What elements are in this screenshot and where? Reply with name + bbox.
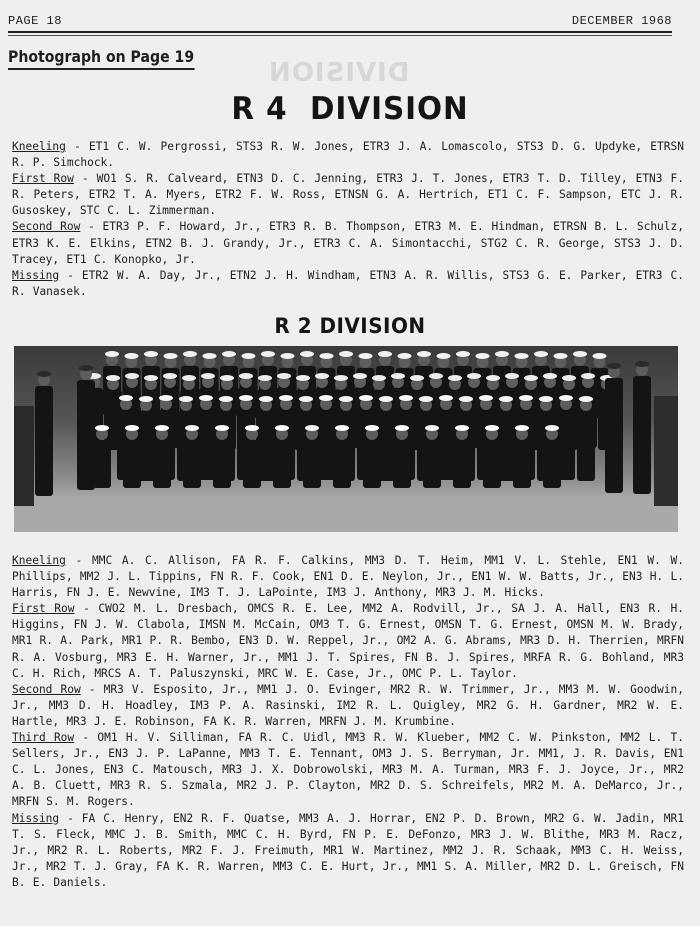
sailor-cap — [305, 425, 319, 431]
sailor-cap — [559, 395, 573, 401]
sailor-cap — [219, 396, 233, 402]
sailor-cap — [395, 425, 409, 431]
sailor-cap — [242, 353, 256, 359]
sailor-cap — [399, 395, 413, 401]
r2-row-first — [12, 601, 684, 681]
sailor-figure — [213, 440, 231, 488]
sailor-figure — [303, 440, 321, 488]
sailor-cap — [203, 353, 217, 359]
row-label: First Row — [12, 172, 74, 186]
sailor-cap — [486, 375, 500, 381]
sailor-cap — [163, 373, 177, 379]
page-number: PAGE 18 — [8, 14, 62, 28]
sailor-cap — [353, 373, 367, 379]
sailor-cap — [299, 396, 313, 402]
row-names: - WO1 S. R. Calveard, ETN3 D. C. Jenning, ETR3 J. T. Jones, ETR3 T. D. Tilley, ETN3 F. R. Peters, ETR2 T. A. Myers, ETR2 F. W. Ross, ETNSN G. A. Hertrich, ET1 C. F. Sampson, ETC J. R. Gusoskey, STC C. L. Zimmerman. — [12, 172, 684, 218]
sailor-cap — [505, 373, 519, 379]
sailor-cap — [281, 353, 295, 359]
sailor-cap — [79, 365, 93, 371]
row-label: Kneeling — [12, 140, 66, 153]
sailor-cap — [410, 375, 424, 381]
sailor-cap — [335, 425, 349, 431]
sailor-figure — [93, 440, 111, 488]
sailor-figure — [123, 440, 141, 488]
sailor-cap — [215, 425, 229, 431]
sailor-cap — [372, 375, 386, 381]
sailor-cap — [439, 395, 453, 401]
sailor-cap — [476, 353, 490, 359]
sailor-cap — [398, 353, 412, 359]
row-names: - CWO2 M. L. Dresbach, OMCS R. E. Lee, MM2 A. Rodvill, Jr., SA J. A. Hall, EN3 R. H. Higgins, FN J. W. Clabola, IMSN M. McCain, OM3 T. G. Ernest, OMSN T. G. Ernest, OMSN M. W. Brady, MR1 R. A. Park, MR1 P. R. Bembo, EN3 D. W. Reppel, Jr., OM2 A. G. Abrams, MR3 D. H. Therrien, MRFN R. A. Vosburg, MR3 E. H. Warner, Jr., MM1 J. T. Spires, FN B. J. Spires, MRFA R. G. Bohland, MR3 C. H. Rich, MRCS A. T. Paluszynski, MRC W. E. Case, Jr., OMC P. L. Taylor. — [12, 602, 685, 680]
sailor-cap — [365, 425, 379, 431]
issue-date: DECEMBER 1968 — [571, 14, 672, 28]
sailor-figure — [393, 440, 411, 488]
sailor-cap — [607, 363, 621, 369]
sailor-cap — [155, 425, 169, 431]
sailor-cap — [334, 375, 348, 381]
row-names: - ET1 C. W. Pergrossi, STS3 R. W. Jones, ETR3 J. A. Lomascolo, STS3 D. G. Updyke, ETRSN R. P. Simchock. — [12, 140, 684, 170]
sailor-cap — [467, 373, 481, 379]
group-photo-illustration — [14, 346, 678, 532]
sailor-cap — [201, 373, 215, 379]
row-names: - ETR2 W. A. Day, Jr., ETN2 J. H. Windham, ETN3 A. R. Willis, STS3 G. E. Parker, ETR3 C. R. Vanasek. — [12, 268, 684, 298]
sailor-cap — [277, 373, 291, 379]
sailor-cap — [379, 396, 393, 402]
sailor-cap — [479, 395, 493, 401]
row-names: - MR3 V. Esposito, Jr., MM1 J. O. Evinger, MR2 R. W. Trimmer, Jr., MM3 M. W. Goodwin, Jr., MM3 D. H. Hoadley, IM3 P. A. Rasinski, IM2 R. L. Quigley, MR2 G. H. Gardner, MR2 W. E. Hartle, MR3 J. E. Robinson, FA K. R. Warren, MRFN J. M. Krumbine. — [12, 682, 685, 728]
sailor-cap — [144, 375, 158, 381]
page-header — [8, 14, 672, 28]
photo-reference-note: Photograph on Page 19 — [8, 47, 194, 70]
sailor-figure — [333, 440, 351, 488]
show-through-text: DIVISION — [268, 58, 410, 88]
sailor-cap — [37, 371, 51, 377]
sailor-cap — [300, 351, 314, 357]
r4-row-second — [12, 219, 684, 267]
sailor-figure — [363, 440, 381, 488]
sailor-figure — [35, 386, 53, 496]
sailor-cap — [545, 425, 559, 431]
row-label: Kneeling — [12, 554, 66, 567]
sailor-cap — [378, 351, 392, 357]
sailor-cap — [391, 373, 405, 379]
sailor-cap — [275, 425, 289, 431]
sailor-cap — [279, 395, 293, 401]
sailor-cap — [359, 395, 373, 401]
sailor-figure — [483, 440, 501, 488]
sailor-cap — [539, 396, 553, 402]
sailor-cap — [125, 373, 139, 379]
deck — [14, 496, 678, 532]
sailor-figure — [577, 411, 595, 481]
sailor-cap — [339, 351, 353, 357]
sailor-cap — [437, 353, 451, 359]
sailor-cap — [239, 395, 253, 401]
sailor-cap — [519, 395, 533, 401]
sailor-cap — [139, 396, 153, 402]
sailor-cap — [534, 351, 548, 357]
row-label: Missing — [12, 811, 60, 825]
sailor-cap — [261, 351, 275, 357]
r2-row-missing — [12, 811, 684, 891]
sailor-cap — [429, 373, 443, 379]
sailor-figure — [243, 440, 261, 488]
sailor-cap — [222, 351, 236, 357]
row-names: - FA C. Henry, EN2 R. F. Quatse, MM3 A. J. Horrar, EN2 P. D. Brown, MR2 G. W. Jadin, MR1 T. S. Fleck, MMC J. B. Smith, MMC C. H. Byrd, FN P. E. DeFonzo, MR3 J. W. Blithe, MR3 M. Racz, Jr., MR2 R. L. Roberts, MR2 F. J. Freimuth, MR1 W. Martinez, MM2 J. R. Schaak, MM3 C. H. Weiss, Jr., MR2 T. J. Gray, FA K. R. Warren, MM3 C. E. Hurt, Jr., MM1 S. A. Miller, MR2 D. L. Greisch, FN B. E. Daniels. — [12, 811, 684, 889]
sailor-cap — [593, 353, 607, 359]
sailor-cap — [105, 351, 119, 357]
sailor-cap — [164, 353, 178, 359]
sailor-cap — [315, 373, 329, 379]
sailor-cap — [581, 373, 595, 379]
sailor-figure — [543, 440, 561, 488]
row-names: - ETR3 P. F. Howard, Jr., ETR3 R. B. Thompson, ETR3 M. E. Hindman, ETRSN B. L. Schulz, ETR3 K. E. Elkins, ETN2 B. J. Grandy, Jr., ETR3 C. A. Simontacchi, STG2 C. R. George, STS3 J. D. Tracey, ET1 C. Konopko, Jr. — [12, 220, 685, 266]
sailor-figure — [423, 440, 441, 488]
r4-row-kneeling — [12, 139, 684, 171]
row-names: - OM1 H. V. Silliman, FA R. C. Uidl, MM3 R. W. Klueber, MM2 C. W. Pinkston, MM2 L. T. Sellers, Jr., EN3 J. P. LaPanne, MM3 T. E. Tennant, OM3 J. S. Berryman, Jr. MM1, J. R. Davis, EN1 C. L. Jones, EN3 C. Matousch, MR3 J. X. Dobrowolski, MR3 M. A. Turman, MR3 F. J. Joyce, Jr., MR2 A. B. Cluett, MR3 R. S. Szmala, MR2 J. P. Clayton, MR2 D. S. Schreifels, MR2 M. A. DeMarco, Jr., MRFN S. M. Rogers. — [12, 731, 684, 809]
row-label: Third Row — [12, 731, 75, 745]
sailor-figure — [633, 376, 651, 494]
sailor-cap — [417, 351, 431, 357]
sailor-cap — [95, 425, 109, 431]
sailor-cap — [319, 395, 333, 401]
sailor-cap — [579, 396, 593, 402]
sailor-cap — [220, 375, 234, 381]
sailor-cap — [125, 353, 139, 359]
r4-row-first — [12, 171, 684, 219]
railing — [654, 396, 678, 506]
sailor-figure — [453, 440, 471, 488]
row-names: - MMC A. C. Allison, FA R. F. Calkins, MM3 D. T. Heim, MM1 V. L. Stehle, EN1 W. W. Phillips, MM2 J. L. Tippins, FN R. F. Cook, EN1 D. E. Neylon, Jr., EN1 W. W. Batts, Jr., EN3 H. L. Harris, FN J. E. Newvine, IM3 T. J. LaPointe, IM3 J. Anthony, MR3 J. M. Hicks. — [12, 554, 684, 600]
sailor-cap — [320, 353, 334, 359]
sailor-cap — [199, 395, 213, 401]
sailor-cap — [359, 353, 373, 359]
sailor-cap — [339, 396, 353, 402]
sailor-cap — [515, 425, 529, 431]
sailor-cap — [296, 375, 310, 381]
sailor-cap — [183, 351, 197, 357]
r2-row-kneeling — [12, 553, 684, 601]
sailor-cap — [635, 361, 649, 367]
sailor-cap — [106, 375, 120, 381]
sailor-figure — [605, 378, 623, 493]
row-label: Second Row — [12, 682, 81, 696]
sailor-cap — [459, 396, 473, 402]
r2-division-title: R 2 DIVISION — [274, 314, 426, 338]
sailor-figure — [273, 440, 291, 488]
sailor-cap — [499, 396, 513, 402]
row-label: First Row — [12, 602, 75, 616]
railing — [14, 406, 34, 506]
header-rule-thin — [8, 35, 672, 36]
sailor-cap — [524, 375, 538, 381]
row-label: Missing — [12, 268, 60, 282]
sailor-cap — [543, 373, 557, 379]
sailor-cap — [125, 425, 139, 431]
row-label: Second Row — [12, 220, 81, 234]
sailor-figure — [513, 440, 531, 488]
sailor-figure — [153, 440, 171, 488]
sailor-cap — [179, 396, 193, 402]
sailor-cap — [573, 351, 587, 357]
sailor-cap — [245, 425, 259, 431]
sailor-cap — [419, 396, 433, 402]
sailor-cap — [425, 425, 439, 431]
sailor-cap — [144, 351, 158, 357]
sailor-cap — [119, 395, 133, 401]
sailor-cap — [182, 375, 196, 381]
sailor-cap — [259, 396, 273, 402]
sailor-cap — [456, 351, 470, 357]
sailor-cap — [185, 425, 199, 431]
sailor-cap — [159, 395, 173, 401]
r2-row-second — [12, 682, 684, 730]
sailor-figure — [183, 440, 201, 488]
sailor-cap — [554, 353, 568, 359]
sailor-figure — [77, 380, 95, 490]
sailor-cap — [448, 375, 462, 381]
sailor-cap — [455, 425, 469, 431]
r2-roster — [12, 553, 684, 891]
r2-row-third — [12, 730, 684, 810]
sailor-cap — [515, 353, 529, 359]
r4-roster — [12, 139, 684, 300]
r4-division-title: R 4 DIVISION — [231, 91, 469, 127]
group-photo — [14, 346, 678, 532]
sailor-cap — [562, 375, 576, 381]
sailor-cap — [239, 373, 253, 379]
sailor-cap — [258, 375, 272, 381]
sailor-cap — [485, 425, 499, 431]
header-rule — [8, 31, 672, 33]
r4-row-missing — [12, 268, 684, 300]
sailor-cap — [495, 351, 509, 357]
